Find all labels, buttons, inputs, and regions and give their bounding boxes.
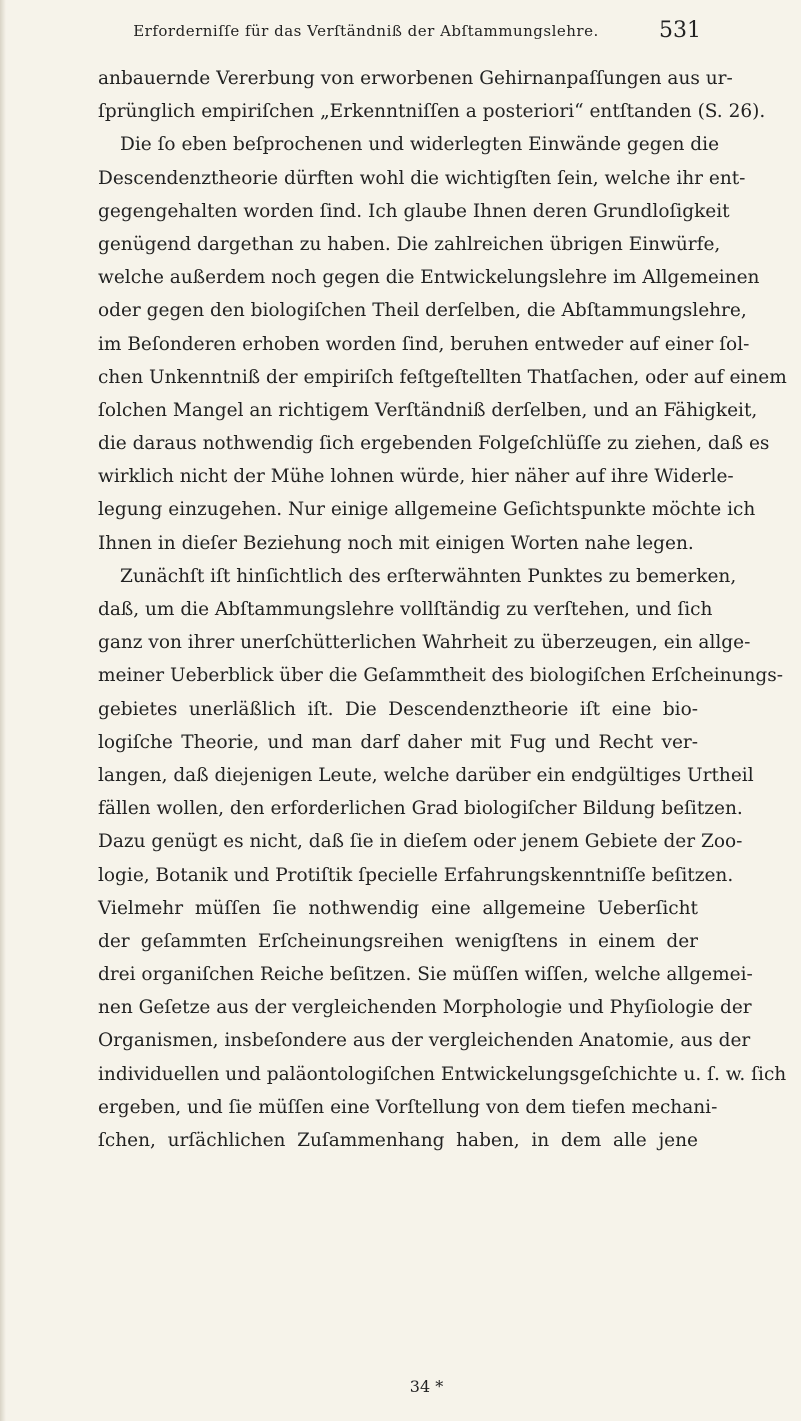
text-line: Dazu genügt es nicht, daß ſie in dieſem oder jenem Gebiete der Zoo- [98,831,743,853]
text-line: logie, Botanik und Protiſtik ſpecielle Erfahrungskenntniſſe beſitzen. [98,864,734,886]
text-line: gegengehalten worden ſind. Ich glaube Ihnen deren Grundloſigkeit [98,200,730,222]
text-line: meiner Ueberblick über die Geſammtheit des biologiſchen Erſcheinungs- [98,665,783,687]
text-line: Organismen, insbeſondere aus der vergleichenden Anatomie, aus der [98,1030,751,1052]
text-line: fällen wollen, den erforderlichen Grad biologiſcher Bildung beſitzen. [98,798,743,820]
text-line: der geſammten Erſcheinungsreihen wenigſtens in einem der [98,930,698,952]
printer-signature [0,1377,801,1396]
running-title: Erforderniſſe für das Verſtändniß der Abſtammungslehre. [133,22,599,40]
text-line: Die ſo eben beſprochenen und widerlegten Einwände gegen die [120,134,720,156]
text-line: ganz von ihrer unerſchütterlichen Wahrheit zu überzeugen, ein allge- [98,632,751,654]
text-line: im Beſonderen erhoben worden ſind, beruhen entweder auf einer ſol- [98,333,750,355]
text-line: Vielmehr müſſen ſie nothwendig eine allgemeine Ueberſicht [98,897,698,919]
text-line: wirklich nicht der Mühe lohnen würde, hier näher auf ihre Widerle- [98,466,734,488]
text-line: Ihnen in dieſer Beziehung noch mit einigen Worten nahe legen. [98,532,694,554]
text-line: welche außerdem noch gegen die Entwickelungslehre im Allgemeinen [98,267,760,289]
text-line: ſchen, urſächlichen Zuſammenhang haben, in dem alle jene [98,1130,698,1151]
text-line: individuellen und paläontologiſchen Entwickelungsgeſchichte u. ſ. w. ſich [98,1063,787,1085]
running-head [96,18,701,58]
text-line: drei organiſchen Reiche beſitzen. Sie müſſen wiſſen, welche allgemei- [98,964,753,986]
text-line: die daraus nothwendig ſich ergebenden Folgeſchlüſſe zu ziehen, daß es [98,433,770,455]
text-line: ergeben, und ſie müſſen eine Vorſtellung von dem tiefen mechani- [98,1096,718,1118]
page-number: 531 [659,18,701,43]
text-line: ſolchen Mangel an richtigem Verſtändniß derſelben, und an Fähigkeit, [98,399,758,421]
text-line: daß, um die Abſtammungslehre vollſtändig zu verſtehen, und ſich [98,599,713,620]
text-line: legung einzugehen. Nur einige allgemeine Geſichtspunkte möchte ich [98,499,756,521]
text-line: Descendenztheorie dürften wohl die wichtigſten ſein, welche ihr ent- [98,167,746,189]
body-text [98,62,787,1157]
text-line: Zunächſt iſt hinſichtlich des erſterwähnten Punktes zu bemerken, [120,565,737,587]
text-line: nen Geſetze aus der vergleichenden Morphologie und Phyſiologie der [98,997,752,1019]
text-line: anbauernde Vererbung von erworbenen Gehirnanpaſſungen aus ur- [98,68,733,89]
text-line: logiſche Theorie, und man darf daher mit Fug und Recht ver- [98,731,698,753]
text-line: genügend dargethan zu haben. Die zahlreichen übrigen Einwürfe, [98,233,721,255]
text-line: gebietes unerläßlich iſt. Die Descendenztheorie iſt eine bio- [98,698,698,720]
text-line: oder gegen den biologiſchen Theil derſelben, die Abſtammungslehre, [98,300,747,322]
page-gutter-edge [0,0,6,1421]
signature-mark: 34 * [409,1377,444,1396]
text-line: ſprünglich empiriſchen „Erkenntniſſen a posteriori“ entſtanden (S. 26). [98,101,766,123]
text-line: langen, daß diejenigen Leute, welche darüber ein endgültiges Urtheil [98,764,754,786]
text-line: chen Unkenntniß der empiriſch feſtgeſtellten Thatſachen, oder auf einem [98,366,787,388]
